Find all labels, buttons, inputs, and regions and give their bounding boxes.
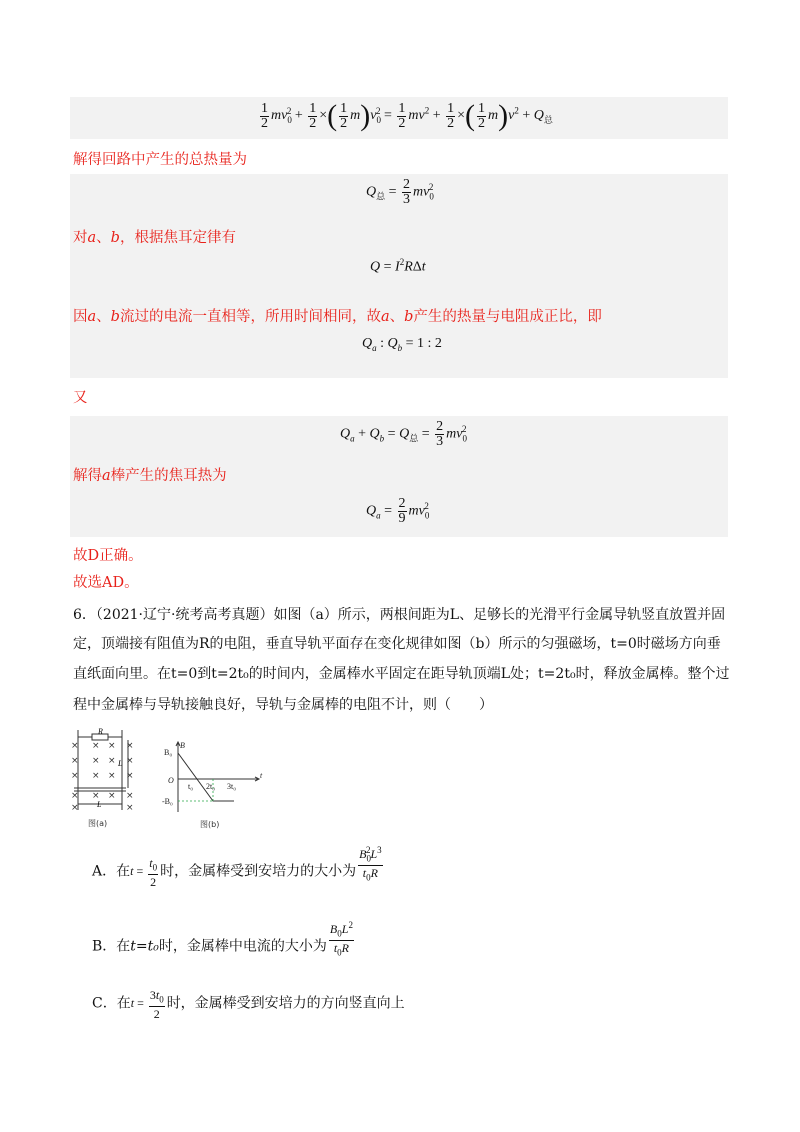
svg-text:×: ×: [126, 771, 134, 781]
svg-text:×: ×: [92, 771, 100, 781]
solution-line-answer: 故选AD。: [73, 575, 139, 591]
svg-text:×: ×: [108, 741, 116, 751]
t0-tick-label: t₀: [188, 782, 194, 791]
energy-equation: $\frac{1}{2}$ $mv_0^2$ + $\frac{1}{2}$ ×( $\frac{1}{2}$ $m)v_0^2$ = $\frac{1}{2}$ $mv^2$ + $\frac{1}{2}$ ×( $\frac{1}{2}$ $m)v^2 + Q_总$: [261, 99, 553, 132]
field-crosses: [71, 741, 134, 813]
figure-a-rails-diagram: [70, 728, 140, 830]
svg-text:×: ×: [108, 756, 116, 766]
figure-b-caption: 图(b): [200, 820, 220, 829]
option-a[interactable]: A．在t = $\frac{t_0}{2}$ 时，金属棒受到安培力的大小为 $\frac{B_0^2L^3}{t_0R}$: [92, 845, 382, 890]
figure-a-l-label: L: [118, 759, 123, 768]
heat-ratio-equation: $Q_a$ : $Q_b = 1$ : 2: [362, 336, 442, 353]
question-source: （2021·辽宁·统考高考真题）: [95, 607, 274, 623]
a-heat-equation: $Q_a$ = $\frac{2}{9}$ $mv_0^2$: [366, 496, 430, 526]
svg-text:×: ×: [126, 741, 134, 751]
solution-line-ratio: 因a、b流过的电流一直相等，所用时间相同，故a、b产生的热量与电阻成正比，即: [73, 309, 602, 325]
svg-text:×: ×: [92, 791, 100, 801]
svg-text:×: ×: [92, 741, 100, 751]
svg-text:×: ×: [126, 756, 134, 766]
svg-text:×: ×: [126, 803, 134, 813]
axis-b-label: B: [180, 741, 185, 750]
question-line-1: 6．（2021·辽宁·统考高考真题）如图（a）所示，两根间距为L、足够长的光滑平行金属导轨竖直放置并固: [73, 607, 726, 623]
solution-line-a-heat: 解得a棒产生的焦耳热为: [73, 468, 227, 484]
figure-a-l-bottom-label: L: [97, 800, 102, 809]
joule-law-equation: $Q = I^2R\Delta t$: [370, 257, 426, 275]
solution-line-total-heat: 解得回路中产生的总热量为: [73, 152, 247, 168]
origin-label: O: [168, 776, 174, 785]
question-line-3: 直纸面向里。在t=0到t=2t₀的时间内，金属棒水平固定在距导轨顶端L处；t=2t₀时，释放金属棒。整个过: [73, 666, 730, 682]
solution-line-joule: 对a、b，根据焦耳定律有: [73, 230, 236, 246]
option-c[interactable]: C．在t = $\frac{3t_0}{2}$ 时，金属棒受到安培力的方向竖直向上: [92, 988, 405, 1022]
option-b[interactable]: B．在t=t₀时，金属棒中电流的大小为 $\frac{B_0L^2}{t_0R}$: [92, 920, 353, 958]
2t0-tick-label: 2t₀: [206, 782, 216, 791]
svg-text:×: ×: [71, 791, 79, 801]
total-heat-equation: $Q_总$ = $\frac{2}{3}$ $mv_0^2$: [366, 177, 434, 207]
b0-tick-label: B₀: [164, 748, 173, 757]
axis-t-label: t: [260, 771, 263, 780]
svg-text:×: ×: [92, 756, 100, 766]
question-line-4: 程中金属棒与导轨接触良好，导轨与金属棒的电阻不计，则（ ）: [73, 697, 493, 713]
solution-line-also: 又: [73, 390, 88, 406]
3t0-tick-label: 3t₀: [227, 782, 237, 791]
svg-text:×: ×: [71, 756, 79, 766]
svg-text:×: ×: [71, 741, 79, 751]
figure-b-field-graph: [160, 740, 270, 832]
neg-b0-tick-label: -B₀: [162, 797, 173, 806]
question-number: 6．: [73, 607, 96, 623]
heat-sum-equation: $Q_a + Q_b = Q_总$ = $\frac{2}{3}$ $mv_0^2$: [340, 419, 467, 449]
solution-line-d-correct: 故D正确。: [73, 548, 143, 564]
question-line-2: 定，顶端接有阻值为R的电阻，垂直导轨平面存在变化规律如图（b）所示的匀强磁场，t=0时磁场方向垂: [73, 636, 721, 652]
svg-text:×: ×: [71, 803, 79, 813]
figure-a-r-label: R: [98, 728, 103, 736]
svg-text:×: ×: [126, 791, 134, 801]
svg-text:×: ×: [108, 771, 116, 781]
figure-a-caption: 图(a): [88, 819, 108, 828]
svg-text:×: ×: [108, 791, 116, 801]
svg-text:×: ×: [71, 771, 79, 781]
